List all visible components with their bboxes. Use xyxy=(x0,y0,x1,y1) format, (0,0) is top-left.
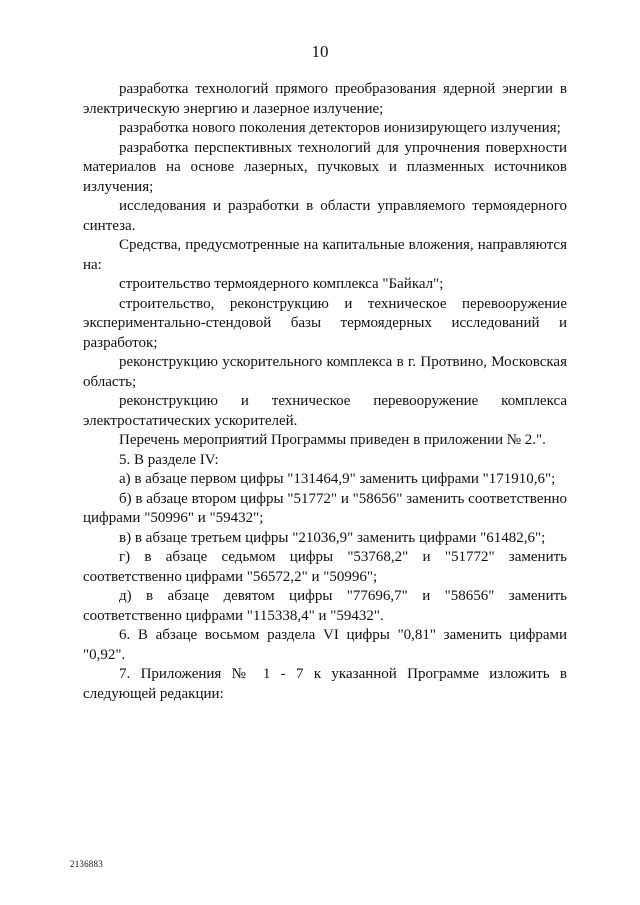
paragraph: разработка технологий прямого преобразования ядерной энергии в электрическую энергию и лазерное излучение; xyxy=(83,81,567,117)
paragraph: в) в абзаце третьем цифры "21036,9" заменить цифрами "61482,6"; xyxy=(119,529,546,546)
paragraph: а) в абзаце первом цифры "131464,9" заменить цифрами "171910,6"; xyxy=(119,471,556,487)
paragraph: исследования и разработки в области управляемого термоядерного синтеза. xyxy=(83,198,567,234)
paragraph: Перечень мероприятий Программы приведен в приложении № 2.". xyxy=(119,432,546,448)
paragraph: Средства, предусмотренные на капитальные вложения, направляются на: xyxy=(83,237,567,273)
document-body xyxy=(83,80,567,704)
paragraph: реконструкцию и техническое перевооружение комплекса электростатических ускорителей. xyxy=(83,393,567,429)
paragraph: строительство термоядерного комплекса "Байкал"; xyxy=(119,276,444,292)
paragraph: б) в абзаце втором цифры "51772" и "58656" заменить соответственно цифрами "50996" и "59432"; xyxy=(83,490,567,526)
document-code: 2136883 xyxy=(70,859,103,869)
paragraph: 5. В разделе IV: xyxy=(119,451,219,468)
paragraph: 7. Приложения № 1 - 7 к указанной Программе изложить в следующей редакции: xyxy=(83,666,567,702)
paragraph: разработка нового поколения детекторов ионизирующего излучения; xyxy=(119,120,561,136)
page-number: 10 xyxy=(311,42,329,61)
paragraph: разработка перспективных технологий для упрочнения поверхности материалов на основе лазерных, пучковых и плазменных источников излучения; xyxy=(83,139,567,195)
paragraph: д) в абзаце девятом цифры "77696,7" и "58656" заменить соответственно цифрами "115338,4" и "59432". xyxy=(83,588,567,624)
paragraph: строительство, реконструкцию и техническое перевооружение экспериментально-стендовой базы термоядерных исследований и разработок; xyxy=(83,295,567,351)
paragraph: реконструкцию ускорительного комплекса в г. Протвино, Московская область; xyxy=(83,354,567,390)
paragraph: 6. В абзаце восьмом раздела VI цифры "0,81" заменить цифрами "0,92". xyxy=(83,627,567,663)
paragraph: г) в абзаце седьмом цифры "53768,2" и "51772" заменить соответственно цифрами "56572,2" и "50996"; xyxy=(83,549,567,585)
